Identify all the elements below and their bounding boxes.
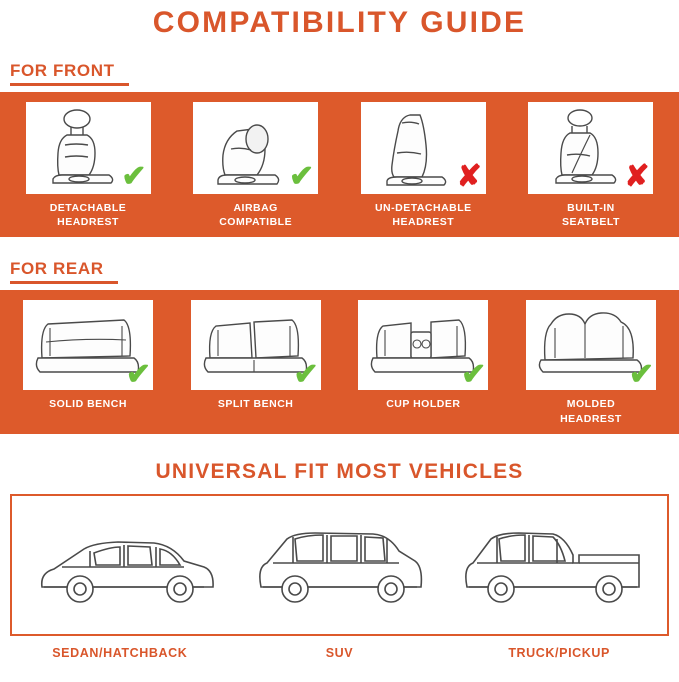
rear-card-split-bench [176, 300, 336, 411]
front-seat-detachable-headrest-icon [26, 102, 151, 194]
rear-split-bench-icon [191, 300, 321, 390]
front-section-header-wrap [0, 39, 679, 92]
front-label-airbag-compatible-line1: AIRBAG [233, 202, 278, 214]
front-label-undetachable-headrest [375, 201, 472, 229]
front-label-detachable-headrest [50, 201, 127, 229]
sedan-icon [32, 517, 222, 612]
rear-molded-headrest-icon [526, 300, 656, 390]
front-label-airbag-compatible-line2: COMPATIBLE [219, 216, 293, 229]
front-label-undetachable-headrest-line1: UN-DETACHABLE [374, 202, 472, 214]
front-label-builtin-seatbelt-line1: BUILT-IN [567, 202, 615, 214]
front-label-builtin-seatbelt-line2: SEATBELT [562, 216, 620, 229]
rear-compatibility-band [0, 290, 679, 433]
vehicle-label-suv: SUV [325, 645, 354, 660]
front-seat-builtin-seatbelt-icon [528, 102, 653, 194]
rear-card-molded-headrest [511, 300, 671, 425]
vehicle-label-truck: TRUCK/PICKUP [508, 645, 610, 660]
front-mark-undetachable-headrest: ✘ [456, 160, 482, 193]
vehicle-types-box [10, 494, 669, 636]
rear-label-molded-headrest-line2: HEADREST [560, 412, 622, 425]
rear-solid-bench-icon [23, 300, 153, 390]
front-label-airbag-compatible [219, 201, 292, 229]
section-heading-rear: FOR REAR [10, 259, 118, 284]
front-label-builtin-seatbelt [562, 201, 620, 229]
rear-label-molded-headrest [560, 397, 622, 425]
front-card-airbag-compatible [176, 102, 336, 229]
rear-cup-holder-icon [358, 300, 488, 390]
rear-card-solid-bench [8, 300, 168, 411]
section-heading-front: FOR FRONT [10, 61, 129, 86]
rear-mark-molded-headrest: ✔ [628, 358, 654, 392]
rear-card-cup-holder [343, 300, 503, 411]
rear-mark-split-bench: ✔ [293, 358, 319, 392]
rear-label-molded-headrest-line1: MOLDED [566, 398, 616, 411]
front-label-undetachable-headrest-line2: HEADREST [392, 216, 455, 229]
front-card-undetachable-headrest [343, 102, 503, 229]
rear-label-split-bench: SPLIT BENCH [217, 398, 294, 411]
universal-fit-title: UNIVERSAL FIT MOST VEHICLES [155, 459, 524, 483]
suv-icon [249, 517, 429, 612]
rear-mark-solid-bench: ✔ [125, 358, 151, 392]
front-mark-detachable-headrest: ✔ [121, 160, 147, 193]
vehicle-labels-row [10, 646, 669, 660]
rear-label-cup-holder: CUP HOLDER [386, 398, 461, 411]
page-title: COMPATIBILITY GUIDE [152, 6, 527, 39]
front-label-detachable-headrest-line2: HEADREST [57, 216, 119, 229]
front-label-detachable-headrest-line1: DETACHABLE [49, 202, 127, 214]
vehicle-label-sedan: SEDAN/HATCHBACK [52, 645, 188, 660]
rear-mark-cup-holder: ✔ [461, 358, 487, 392]
front-card-detachable-headrest [8, 102, 168, 229]
front-seat-undetachable-headrest-icon [361, 102, 486, 194]
front-card-builtin-seatbelt [511, 102, 671, 229]
rear-label-solid-bench: SOLID BENCH [49, 398, 127, 411]
front-compatibility-band [0, 92, 679, 237]
rear-section-header-wrap [0, 237, 679, 290]
front-seat-airbag-icon [193, 102, 318, 194]
truck-icon [457, 517, 647, 612]
front-mark-builtin-seatbelt: ✘ [624, 160, 650, 193]
front-mark-airbag-compatible: ✔ [289, 160, 315, 193]
